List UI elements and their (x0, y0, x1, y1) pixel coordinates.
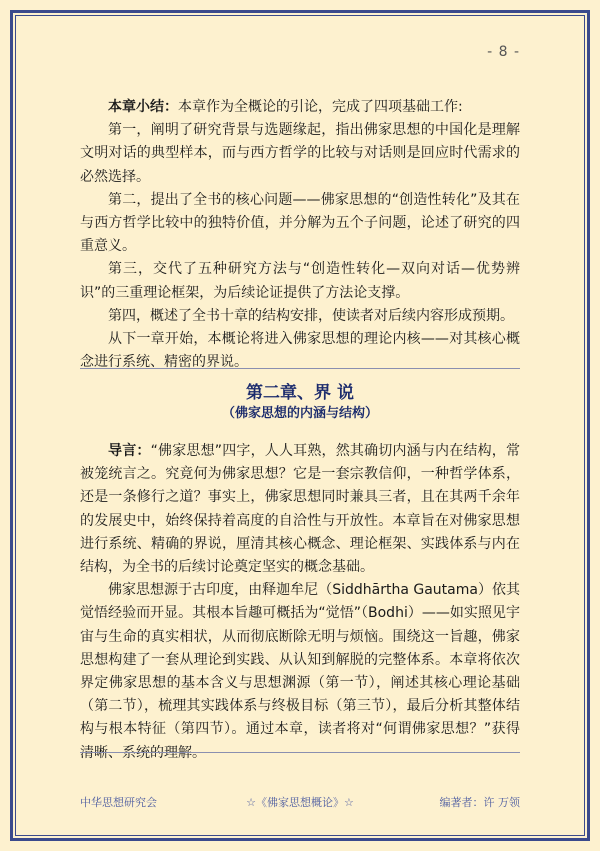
intro-paragraph (80, 440, 520, 579)
page-number: - 8 - (487, 44, 520, 60)
summary-point-1: 第一，阐明了研究背景与选题缘起，指出佛家思想的中国化是理解文明对话的典型样本，而与西方哲学的比较与对话则是回应时代需求的必然选择。 (80, 122, 520, 185)
footer-book-title: ☆《佛家思想概论》☆ (246, 796, 354, 809)
summary-point-4: 第四，概述了全书十章的结构安排，使读者对后续内容形成预期。 (108, 307, 514, 324)
chapter-summary (80, 96, 520, 374)
summary-point-2: 第二，提出了全书的核心问题——佛家思想的“创造性转化”及其在与西方哲学比较中的独特价值，并分解为五个子问题，论述了研究的四重意义。 (80, 191, 520, 255)
chapter-subtitle: （佛家思想的内涵与结构） (221, 406, 378, 421)
summary-point-3: 第三，交代了五种研究方法与“创造性转化—双向对话—优势辨识”的三重理论框架，为后续论证提供了方法论支撑。 (80, 261, 520, 301)
chapter-title: 第二章、界 说 (246, 383, 354, 403)
divider-bottom (80, 752, 520, 753)
divider-top (80, 368, 520, 369)
chapter-body (80, 440, 520, 765)
summary-lead-text: 本章作为全概论的引论，完成了四项基础工作: (178, 99, 463, 115)
summary-lead (80, 96, 520, 119)
footer-organization: 中华思想研究会 (80, 796, 157, 809)
summary-closing: 从下一章开始，本概论将进入佛家思想的理论内核——对其核心概念进行系统、精密的界说。 (80, 331, 520, 371)
footer-author: 编著者：许 万领 (439, 796, 520, 809)
intro-text: “佛家思想”四字，人人耳熟，然其确切内涵与内在结构，常被笼统言之。究竟何为佛家思想？它是一套宗教信仰，一种哲学体系，还是一条修行之道？事实上，佛家思想同时兼具三者，且在其两千余年的发展史中，始终保持着高度的自洽性与开放性。本章旨在对佛家思想进行系统、精确的界说，厘清其核心概念、理论框架、实践体系与内在结构，为全书的后续讨论奠定坚实的概念基础。 (80, 443, 520, 576)
body-paragraph-2: 佛家思想源于古印度，由释迦牟尼（Siddhārtha Gautama）依其觉悟经验而开显。其根本旨趣可概括为“觉悟”（Bodhi）——如实照见宇宙与生命的真实相状，从而彻底断除无明与烦恼。围绕这一旨趣，佛家思想构建了一套从理论到实践、从认知到解脱的完整体系。本章将依次界定佛家思想的基本含义与思想渊源（第一节），阐述其核心理论基础（第二节），梳理其实践体系与终极目标（第三节），最后分析其整体结构与根本特征（第四节）。通过本章，读者将对“何谓佛家思想？”获得清晰、系统的理解。 (80, 582, 520, 761)
summary-label: 本章小结： (108, 99, 178, 115)
intro-label: 导言： (108, 443, 151, 459)
